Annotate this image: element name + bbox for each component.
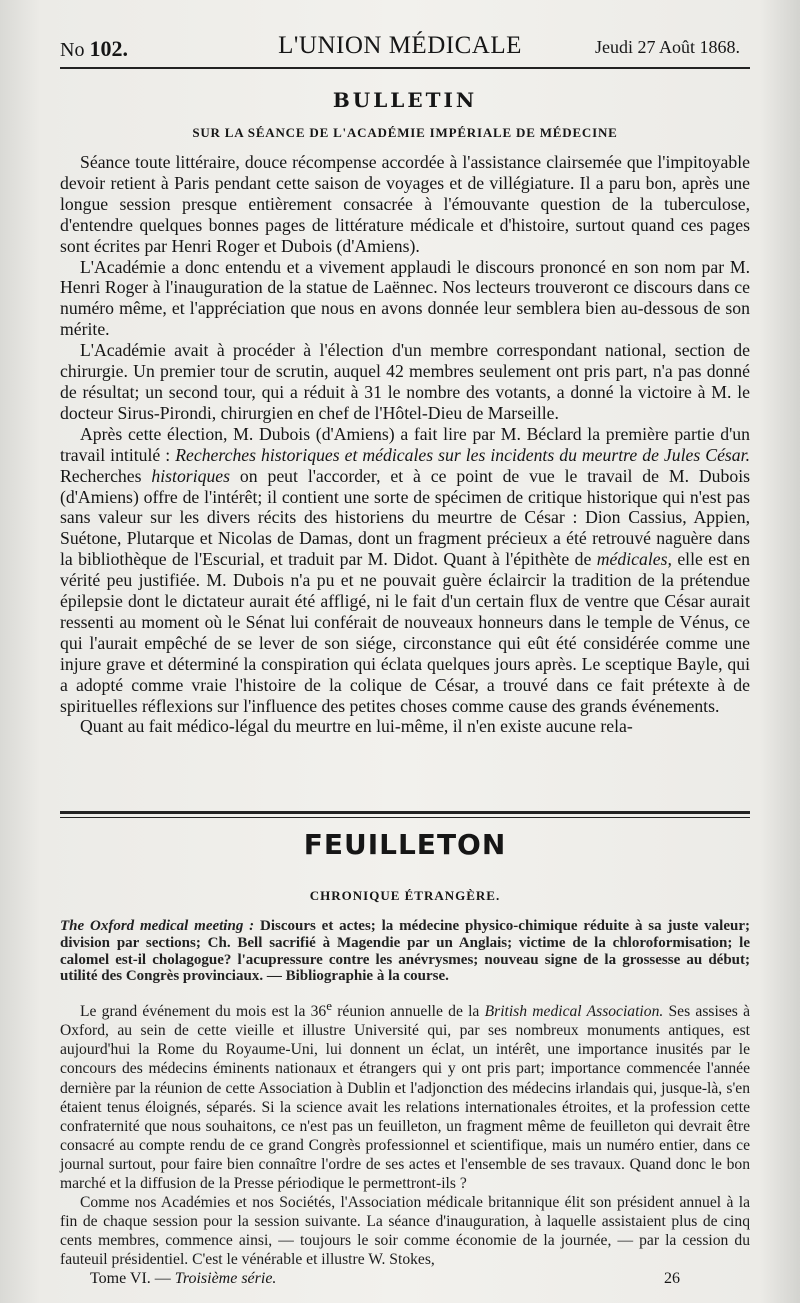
bulletin-body xyxy=(60,152,750,737)
header-rule xyxy=(60,67,750,69)
bulletin-paragraph-2: L'Académie a donc entendu et a vivement applaudi le discours prononcé en son nom par M. Henri Roger à l'inauguration de la statue de Laënnec. Nos lecteurs trouveront ce discours dans ce numéro même, et l'appréciation que nous en avons donnée leur semblera bien au-dessous de son mérite. xyxy=(60,256,750,340)
feuilleton-title: FEUILLETON xyxy=(303,828,507,861)
page-header xyxy=(60,30,740,66)
bulletin-paragraph-4: Après cette élection, M. Dubois (d'Amiens) a fait lire par M. Béclard la première partie d'un travail intitulé : Recherches historiques et médicales sur les incidents du meurtre de Jules César. Recherches historiques on peut l'accorder, et à ce point de vue le travail de M. Dubois (d'Amiens) offre de l'intérêt; il contient une sorte de spécimen de critique historique qui n'est pas sans valeur sur les divers récits des historiens du meurtre de César : Dion Cassius, Appien, Suétone, Plutarque et Nicolas de Damas, dont un fragment précieux a été retrouvé naguère dans la bibliothèque de l'Escurial, et traduit par M. Didot. Quant à l'épithète de médicales, elle est en vérité peu justifiée. M. Dubois n'a pu et ne pouvait guère éclaircir la tradition de la prétendue épilepsie dont le dictateur aurait été affligé, ni le fait d'un certain flux de ventre que César aurait ressenti au moment où le Sénat lui conférait de nouveaux honneurs dans le temple de Vénus, ce qui l'aurait empêché de se lever de son siége, circonstance qui eût été considérée comme une injure grave et déterminé la conspiration qui éclata quelques jours après. Le sceptique Bayle, qui a adopté comme vraie l'histoire de la colique de César, a trouvé dans ce fait prétexte à de spirituelles réflexions sur l'influence des petites choses comme cause des grands événements. xyxy=(60,423,751,716)
section-rule-thick xyxy=(60,811,750,814)
feuilleton-section-title: CHRONIQUE ÉTRANGÈRE. xyxy=(309,888,501,903)
bulletin-paragraph-5: Quant au fait médico-légal du meurtre en lui-même, il n'en existe aucune rela- xyxy=(80,716,633,737)
bulletin-title: BULLETIN xyxy=(332,88,478,112)
feuilleton-summary: The Oxford medical meeting : Discours et actes; la médecine physico-chimique réduite à sa juste valeur; division par sections; Ch. Bell sacrifié à Magendie par un Anglais; victime de la chloroformisation; le calomel est-il cholagogue? l'acupressure contre les anévrysmes; nouveau signe de la grossesse au début; utilité des Congrès provinciaux. — Bibliographie à la course. xyxy=(60,918,750,985)
bulletin-paragraph-1: Séance toute littéraire, douce récompense accordée à l'assistance clairsemée que l'impitoyable devoir retient à Paris pendant cette saison de voyages et de villégiature. Il a paru bon, après une longue session presque entièrement consacrée à l'émouvante question de la tuberculose, d'entendre quelques bonnes pages de littérature médicale et d'histoire, surtout quand ces pages sont écrites par Henri Roger et Dubois (d'Amiens). xyxy=(60,152,750,256)
feuilleton-body xyxy=(60,996,750,1270)
work-title: Recherches historiques et médicales sur les incidents du meurtre de Jules César. xyxy=(175,444,750,465)
section-rule-thin xyxy=(60,817,750,818)
feuilleton-paragraph-2: Comme nos Académies et nos Sociétés, l'Association médicale britannique élit son président annuel à la fin de chaque session pour la session suivante. La séance d'inauguration, à laquelle assistaient plus de cinq cents membres, commence ainsi, — toujours le soir comme économie de la journée, — par la cession du fauteuil présidentiel. C'est le vénérable et illustre W. Stokes, xyxy=(60,1194,750,1269)
issue-number: No 102. xyxy=(60,36,128,61)
page-number: 26 xyxy=(664,1270,680,1287)
issue-date: Jeudi 27 Août 1868. xyxy=(594,37,740,57)
feuilleton-paragraph-1: Le grand événement du mois est la 36e réunion annuelle de la British medical Association. Ses assises à Oxford, au sein de cette vieille et illustre Université qui, par ses nombreux monuments antiques, est aujourd'hui la Rome du Royaume-Uni, lui donnent un éclat, un intérêt, une importance inusités par le concours des médecins éminents nationaux et étrangers qui y ont pris part; importance commencée l'année dernière par la réunion de cette Association à Dublin et l'adjonction des médecins irlandais qui, jusque-là, s'en étaient tenus éloignés, séparés. Si la science avait les relations internationales étroites, et la profession cette confraternité que nous souhaitons, ce n'est pas un feuilleton, un fragment même de feuilleton qui devrait être consacré au compte rendu de ce grand Congrès professionnel et scientifique, mais un numéro entier, dans ce journal surtout, pour faire bien connaître l'ordre de ses actes et l'ensemble de ses travaux. Quand donc le bon marché et la diffusion de la Presse périodique le permettront-ils ? xyxy=(60,998,750,1193)
bulletin-paragraph-3: L'Académie avait à procéder à l'élection d'un membre correspondant national, section de chirurgie. Un premier tour de scrutin, auquel 42 membres seulement ont pris part, n'a pas donné de résultat; un second tour, qui a réduit à 31 le nombre des votants, a donné la victoire à M. le docteur Sirus-Pirondi, chirurgien en chef de l'Hôtel-Dieu de Marseille. xyxy=(60,340,750,423)
bulletin-subtitle: SUR LA SÉANCE DE L'ACADÉMIE IMPÉRIALE DE MÉDECINE xyxy=(192,125,618,140)
volume-info: Tome VI. — Troisième série. xyxy=(90,1270,277,1287)
journal-title: L'UNION MÉDICALE xyxy=(278,32,522,59)
summary-lead: The Oxford medical meeting : xyxy=(60,918,255,934)
